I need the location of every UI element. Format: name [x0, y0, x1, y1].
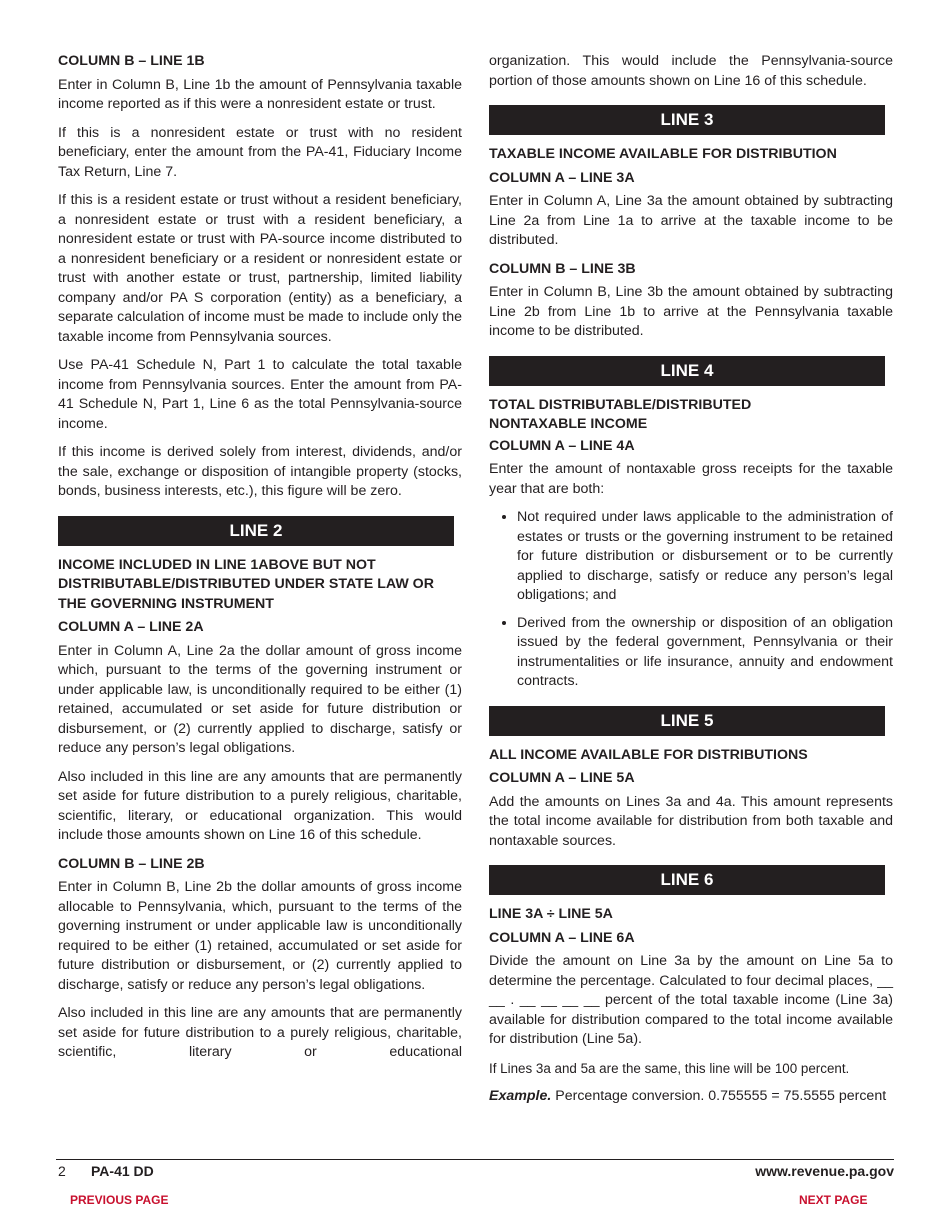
line-4-title-part: TOTAL DISTRIBUTABLE/DISTRIBUTED [489, 396, 752, 413]
line-5-title: ALL INCOME AVAILABLE FOR DISTRIBUTIONS [489, 746, 808, 763]
line-3-banner: LINE 3 [489, 105, 885, 135]
line-3-title: TAXABLE INCOME AVAILABLE FOR DISTRIBUTION [489, 146, 837, 162]
paragraph: Add the amounts on Lines 3a and 4a. This amount represents the total income available for distribution from both taxable and nontaxable sources. [489, 793, 893, 849]
paragraph: Divide the amount on Line 3a by the amount on Line 5a to determine the percentage. Calculated to four decimal places, __ __ . __ __ __ __ percent of the total taxable income (Line 3a) available for distribution compared to the total income available for distribution (Line 5a). [489, 953, 893, 1047]
paragraph: Enter in Column B, Line 3b the amount obtained by subtracting Line 2b from Line 1b to arrive at the Pennsylvania taxable income to be distributed. [489, 284, 893, 339]
line-2-title: INCOME INCLUDED IN LINE 1ABOVE BUT NOT DISTRIBUTABLE/DISTRIBUTED UNDER STATE LAW OR THE GOVERNING INSTRUMENT [58, 556, 434, 612]
paragraph: Enter in Column A, Line 2a the dollar amount of gross income which, pursuant to the terms of the governing instrument or under applicable law, is unconditionally required to be either (1) retained, accumulated or set aside for future distribution or disbursement, or (2) currently applied to discharge, satisfy or reduce any person’s legal obligations. [58, 642, 462, 756]
line-6-banner: LINE 6 [489, 865, 885, 895]
section-heading: COLUMN A – LINE 5A [489, 770, 635, 786]
list-item: • Derived from the ownership or disposition of an obligation issued by the federal government, Pennsylvania or their instrumentalities or life insurance, annuity and endowment contracts. [517, 614, 893, 692]
example-label: Example. [489, 1088, 552, 1104]
left-column [58, 52, 462, 1072]
page-footer [58, 1162, 894, 1182]
list-item: • Not required under laws applicable to the administration of estates or trusts or the governing instrument to be retained for future distribution or disbursement or to be currently applied to discharge, satisfy or reduce any person’s legal obligations; and [517, 508, 893, 606]
paragraph: Enter in Column A, Line 3a the amount obtained by subtracting Line 2a from Line 1a to arrive at the taxable income to be distributed. [489, 193, 893, 248]
footer-divider [56, 1159, 894, 1160]
paragraph: Also included in this line are any amounts that are permanently set aside for future distribution to a purely religious, charitable, scientific, literary, or educational organization. This would include those amounts shown on Line 16 of this schedule. [58, 768, 462, 843]
paragraph: If Lines 3a and 5a are the same, this line will be 100 percent. [489, 1060, 850, 1076]
line-4-title-part: NONTAXABLE INCOME [489, 416, 648, 432]
paragraph: Use PA-41 Schedule N, Part 1 to calculate the total taxable income from Pennsylvania sources. Enter the amount from PA-41 Schedule N, Part 1, Line 6 as the total Pennsylvania-source income. [58, 357, 462, 432]
paragraph: organization. This would include the Pennsylvania-source portion of those amounts shown on Line 16 of this schedule. [489, 53, 893, 89]
section-heading: COLUMN A – LINE 6A [489, 929, 635, 946]
paragraph: Enter in Column B, Line 1b the amount of Pennsylvania taxable income reported as if this were a nonresident estate or trust. [58, 76, 462, 112]
section-heading: COLUMN A – LINE 2A [58, 619, 204, 635]
next-page-link[interactable]: NEXT PAGE [799, 1193, 868, 1207]
line-5-banner: LINE 5 [489, 706, 885, 736]
paragraph: If this is a nonresident estate or trust with no resident beneficiary, enter the amount from the PA-41, Fiduciary Income Tax Return, Line 7. [58, 124, 462, 180]
line-4-banner: LINE 4 [489, 356, 885, 386]
right-column [489, 52, 893, 1107]
page-number: 2 [58, 1163, 66, 1179]
paragraph: Enter in Column B, Line 2b the dollar amounts of gross income allocable to Pennsylvania, which, pursuant to the terms of the governing instrument or under applicable law is unconditionally required to be either (1) retained, accumulated or set aside for future distribution or disbursement, or (2) currently applied to discharge, satisfy or reduce any person’s legal obligations. [58, 879, 462, 993]
line-4-title [489, 396, 893, 435]
section-heading: COLUMN B – LINE 3B [489, 260, 636, 277]
example-paragraph [489, 1087, 893, 1107]
bullet-list [489, 508, 893, 692]
form-name: PA-41 DD [91, 1163, 154, 1179]
website-url: www.revenue.pa.gov [755, 1163, 894, 1179]
paragraph: Enter the amount of nontaxable gross receipts for the taxable year that are both: [489, 461, 893, 497]
section-heading: COLUMN A – LINE 3A [489, 169, 635, 186]
paragraph: Also included in this line are any amounts that are permanently set aside for future distribution to a purely religious, charitable, scientific, literary or educational [58, 1005, 462, 1060]
previous-page-link[interactable]: PREVIOUS PAGE [70, 1193, 169, 1207]
line-2-banner: LINE 2 [58, 516, 454, 546]
section-heading: COLUMN A – LINE 4A [489, 437, 635, 454]
section-heading: COLUMN B – LINE 2B [58, 855, 205, 872]
section-heading: COLUMN B – LINE 1B [58, 53, 205, 69]
line-6-title: LINE 3A ÷ LINE 5A [489, 906, 613, 922]
example-text: Percentage conversion. 0.755555 = 75.5555 percent [551, 1088, 887, 1104]
paragraph: If this is a resident estate or trust without a resident beneficiary, a nonresident estate or trust with a resident beneficiary, a nonresident estate or trust with PA-source income distributed to a nonresident beneficiary or a resident or nonresident estate or trust with another estate or trust, partnership, limited liability company and/or PA S corporation (entity) as a beneficiary, a separate calculation of income must be made to include only the taxable income from Pennsylvania sources. [58, 192, 462, 345]
paragraph: If this income is derived solely from interest, dividends, and/or the sale, exchange or disposition of intangible property (stocks, bonds, business interests, etc.), this figure will be zero. [58, 444, 462, 499]
